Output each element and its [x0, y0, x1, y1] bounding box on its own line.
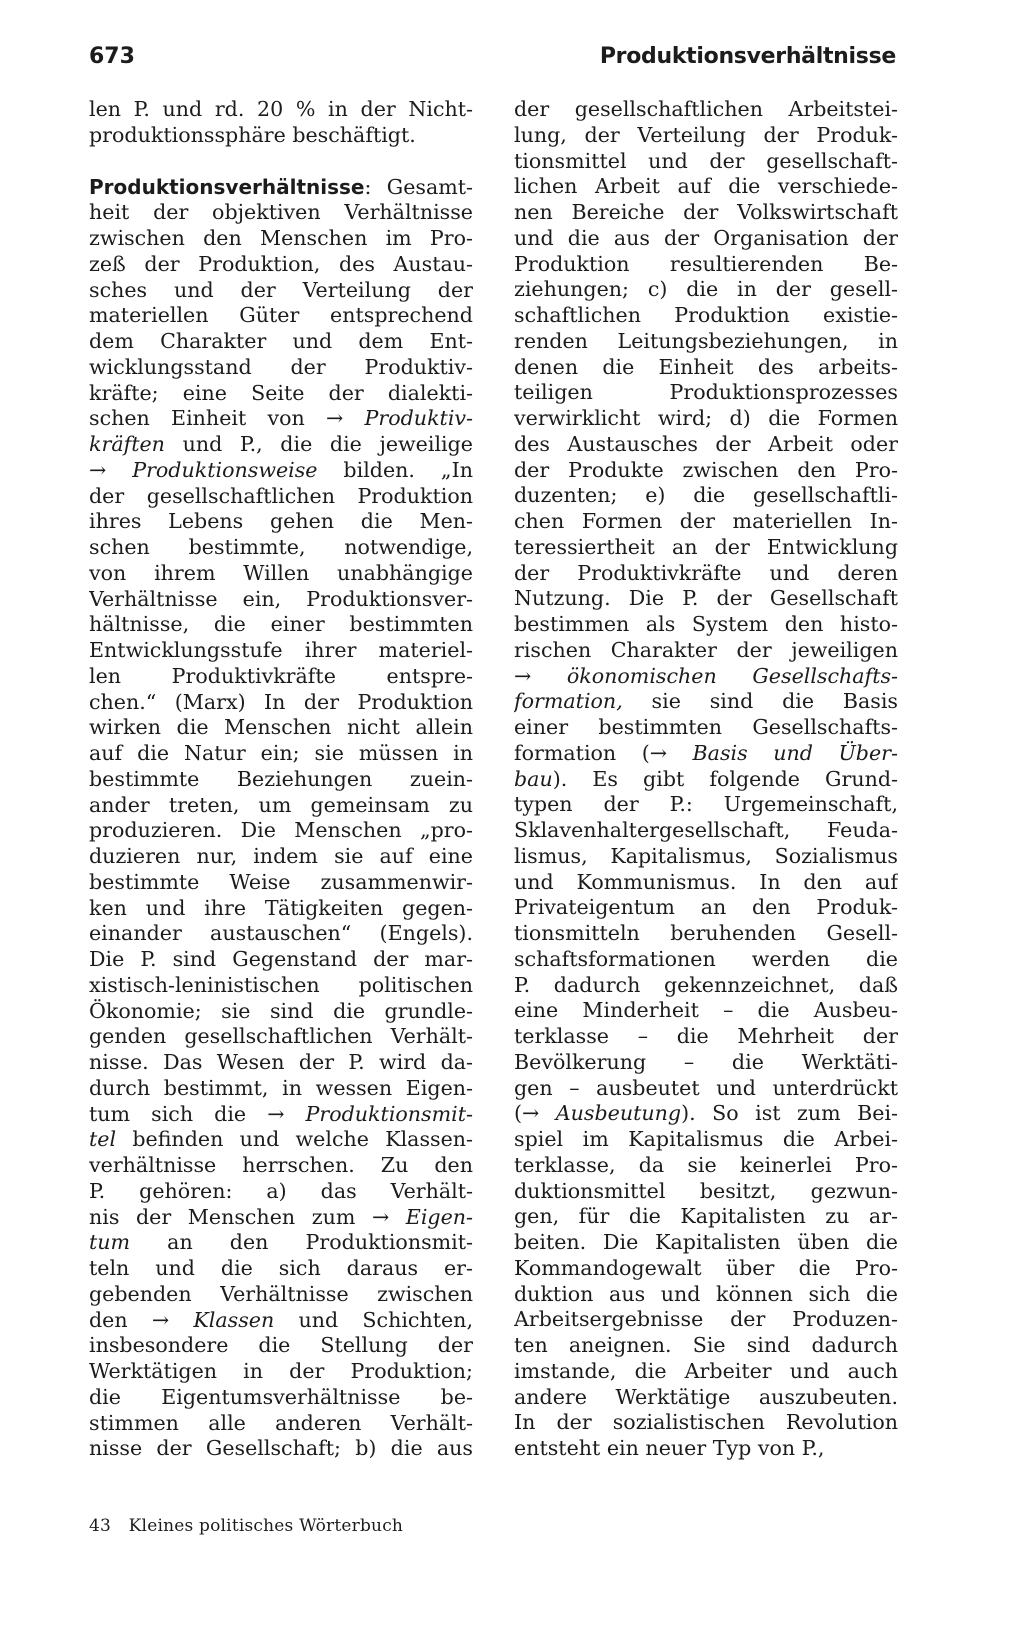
- text-line: [514, 998, 898, 1024]
- text-segment: schaftsformationen werden die: [514, 946, 898, 971]
- text-segment: des Austausches der Arbeit oder: [514, 431, 898, 456]
- text-segment: P. dadurch gekennzeichnet, daß: [514, 972, 898, 997]
- text-line: [89, 947, 473, 973]
- text-segment: formation (: [514, 740, 650, 765]
- text-line: [89, 1076, 473, 1102]
- text-segment: typen der P.: Urgemeinschaft,: [514, 792, 898, 817]
- text-segment: chen Formen der materiellen In-: [514, 509, 898, 533]
- text-segment: ken und ihre Tätigkeiten gegen-: [89, 895, 473, 920]
- text-segment: einer bestimmten Gesellschafts-: [514, 715, 898, 739]
- text-segment: durch bestimmt, in wessen Eigen-: [89, 1075, 473, 1100]
- text-line: [514, 612, 898, 638]
- text-line: [514, 767, 898, 793]
- text-line: [89, 612, 473, 638]
- text-segment: denen die Einheit des arbeits-: [514, 354, 898, 379]
- cross-reference: → Eigen-: [371, 1204, 473, 1229]
- text-line: [514, 1333, 898, 1359]
- text-line: [514, 1410, 898, 1436]
- text-line: [89, 793, 473, 819]
- text-line: [514, 535, 898, 561]
- text-line: [514, 921, 898, 947]
- text-segment: beiten. Die Kapitalisten üben die: [514, 1230, 898, 1254]
- text-segment: eine Minderheit – die Ausbeu-: [514, 998, 898, 1023]
- text-segment: sie sind die Basis: [622, 689, 898, 714]
- text-line: [89, 844, 473, 870]
- text-segment: produktionssphäre beschäftigt.: [89, 122, 416, 147]
- text-segment: bestimmte Weise zusammenwir-: [89, 869, 473, 894]
- text-line: [514, 1385, 898, 1411]
- text-line: [89, 1024, 473, 1050]
- text-line: [89, 381, 473, 407]
- text-line: [89, 1436, 473, 1462]
- text-line: [514, 1359, 898, 1385]
- text-line: [514, 973, 898, 999]
- text-line: [514, 174, 898, 200]
- text-segment: und Kommunismus. In den auf: [514, 869, 898, 894]
- text-segment: teln und die sich daraus er-: [89, 1256, 473, 1280]
- text-segment: andere Werktätige auszubeuten.: [514, 1384, 898, 1409]
- text-segment: und Schichten,: [274, 1307, 473, 1332]
- text-line: [514, 561, 898, 587]
- text-line: [89, 690, 473, 716]
- text-line: [514, 741, 898, 767]
- text-segment: len Produktivkräfte entspre-: [89, 663, 473, 688]
- text-line: [89, 587, 473, 613]
- text-segment: duzieren nur, indem sie auf eine: [89, 844, 473, 868]
- text-segment: befinden und welche Klassen-: [116, 1127, 473, 1152]
- text-segment: terklasse – die Mehrheit der: [514, 1024, 898, 1048]
- text-line: [89, 432, 473, 458]
- text-segment: duzenten; e) die gesellschaftli-: [514, 483, 898, 508]
- right-column: [514, 97, 898, 1462]
- text-segment: ziehungen; c) die in der gesell-: [514, 277, 898, 302]
- text-segment: wirken die Menschen nicht allein: [89, 715, 473, 740]
- text-line: [89, 123, 473, 149]
- text-segment: ihres Lebens gehen die Men-: [89, 509, 473, 534]
- text-line: [89, 999, 473, 1025]
- text-segment: nis der Menschen zum: [89, 1204, 372, 1229]
- cross-reference: → Produktionsmit-: [267, 1101, 473, 1126]
- text-segment: P. gehören: a) das Verhält-: [89, 1178, 473, 1203]
- cross-reference: bau: [514, 766, 553, 791]
- text-line: [514, 895, 898, 921]
- text-segment: materiellen Güter entsprechend: [89, 303, 473, 328]
- text-segment: der Produktivkräfte und deren: [514, 560, 898, 585]
- text-line: [514, 380, 898, 406]
- text-line: [514, 792, 898, 818]
- text-segment: ander treten, um gemeinsam zu: [89, 792, 473, 817]
- text-line: [514, 252, 898, 278]
- text-line: [89, 1385, 473, 1411]
- text-segment: bilden. „In: [317, 457, 473, 482]
- text-segment: insbesondere die Stellung der: [89, 1333, 473, 1358]
- text-segment: chen.“ (Marx) In der Produktion: [89, 689, 473, 714]
- text-segment: von ihrem Willen unabhängige: [89, 560, 473, 585]
- text-segment: Arbeitsergebnisse der Produzen-: [514, 1307, 898, 1332]
- text-line: [89, 1359, 473, 1385]
- text-line: [514, 1436, 898, 1462]
- text-line: [89, 1179, 473, 1205]
- text-segment: zwischen den Menschen im Pro-: [89, 226, 473, 250]
- text-segment: nisse. Das Wesen der P. wird da-: [89, 1050, 473, 1074]
- text-line: [514, 1153, 898, 1179]
- text-segment: den: [89, 1307, 152, 1332]
- text-segment: Verhältnisse ein, Produktionsver-: [89, 586, 473, 611]
- text-segment: der gesellschaftlichen Arbeitstei-: [514, 97, 898, 121]
- text-line: [89, 921, 473, 947]
- text-segment: lismus, Kapitalismus, Sozialismus: [514, 843, 898, 868]
- text-line: [89, 1230, 473, 1256]
- text-line: [89, 97, 473, 123]
- cross-reference: formation,: [514, 689, 623, 714]
- text-line: [89, 278, 473, 304]
- text-line: [514, 870, 898, 896]
- text-line: [89, 458, 473, 484]
- text-line: [89, 1282, 473, 1308]
- text-segment: produzieren. Die Menschen „pro-: [89, 818, 473, 843]
- cross-reference: → Klassen: [151, 1307, 275, 1332]
- text-segment: verwirklicht wird; d) die Formen: [514, 406, 898, 430]
- text-segment: heit der objektiven Verhältnisse: [89, 200, 473, 225]
- cross-reference: → Produktionsweise: [89, 457, 318, 482]
- text-line: [89, 818, 473, 844]
- running-head: Produktionsverhältnisse: [599, 44, 896, 69]
- text-line: [89, 767, 473, 793]
- text-segment: Die P. sind Gegenstand der mar-: [89, 947, 473, 971]
- page-footer: [89, 1516, 403, 1536]
- text-segment: len P. und rd. 20 % in der Nicht-: [89, 97, 473, 121]
- text-line: [89, 638, 473, 664]
- text-line: [514, 1204, 898, 1230]
- text-segment: nen Bereiche der Volkswirtschaft: [514, 200, 898, 224]
- text-line: [89, 1411, 473, 1437]
- text-line: [89, 1102, 473, 1128]
- text-line: [514, 149, 898, 175]
- text-segment: lichen Arbeit auf die verschiede-: [514, 174, 898, 199]
- text-segment: tionsmitteln beruhenden Gesell-: [514, 921, 898, 945]
- text-line: [514, 1076, 898, 1102]
- text-segment: die Eigentumsverhältnisse be-: [89, 1384, 473, 1409]
- text-segment: schen bestimmte, notwendige,: [89, 535, 473, 559]
- text-line: [514, 715, 898, 741]
- text-line: [89, 896, 473, 922]
- text-segment: Sklavenhaltergesellschaft, Feuda-: [514, 818, 898, 842]
- entry-headword: Produktionsverhältnisse: [89, 174, 365, 199]
- text-segment: dem Charakter und dem Ent-: [89, 329, 473, 353]
- text-segment: zeß der Produktion, des Austau-: [89, 251, 473, 276]
- text-line: [514, 1282, 898, 1308]
- text-line: [514, 1256, 898, 1282]
- left-column: [89, 97, 473, 1462]
- cross-reference: kräften: [89, 432, 165, 456]
- text-line: [514, 947, 898, 973]
- text-segment: schaftlichen Produktion existie-: [514, 303, 898, 327]
- text-line: [514, 1024, 898, 1050]
- text-segment: genden gesellschaftlichen Verhält-: [89, 1024, 473, 1049]
- cross-reference: → Produktiv-: [326, 406, 473, 431]
- text-segment: (: [514, 1101, 523, 1126]
- text-line: [514, 200, 898, 226]
- text-line: [514, 355, 898, 381]
- text-line: [89, 252, 473, 278]
- text-line: [514, 97, 898, 123]
- text-segment: ten aneignen. Sie sind dadurch: [514, 1333, 898, 1357]
- text-segment: entsteht ein neuer Typ von P.,: [514, 1436, 825, 1460]
- text-segment: Entwicklungsstufe ihrer materiel-: [89, 638, 473, 662]
- text-line: [514, 226, 898, 252]
- text-segment: Werktätigen in der Produktion;: [89, 1359, 473, 1383]
- text-line: [89, 535, 473, 561]
- text-line: [514, 844, 898, 870]
- text-line: [514, 689, 898, 715]
- text-line: [514, 1101, 898, 1127]
- text-segment: duktion aus und können sich die: [514, 1281, 898, 1306]
- text-segment: hältnisse, die einer bestimmten: [89, 612, 473, 637]
- text-line: [514, 664, 898, 690]
- text-segment: Kommandogewalt über die Pro-: [514, 1255, 898, 1280]
- text-line: [89, 664, 473, 690]
- text-segment: tionsmittel und der gesellschaft-: [514, 148, 898, 173]
- text-segment: imstande, die Arbeiter und auch: [514, 1358, 898, 1383]
- text-line: [89, 1308, 473, 1334]
- text-segment: lung, der Verteilung der Produk-: [514, 122, 898, 147]
- text-segment: terklasse, da sie keinerlei Pro-: [514, 1152, 898, 1177]
- text-segment: und die aus der Organisation der: [514, 225, 898, 250]
- text-segment: rischen Charakter der jeweiligen: [514, 637, 898, 662]
- text-line: [89, 226, 473, 252]
- text-line: [89, 355, 473, 381]
- cross-reference: → ökonomischen Gesellschafts-: [514, 663, 898, 688]
- text-segment: teiligen Produktionsprozesses: [514, 380, 898, 405]
- text-segment: Ökonomie; sie sind die grundle-: [89, 998, 473, 1023]
- text-segment: gen, für die Kapitalisten zu ar-: [514, 1204, 898, 1229]
- cross-reference: tel: [89, 1127, 117, 1152]
- text-segment: an den Produktionsmit-: [130, 1230, 473, 1255]
- text-line: [89, 175, 473, 201]
- signature-mark: 43: [89, 1516, 112, 1536]
- text-segment: gebenden Verhältnisse zwischen: [89, 1281, 473, 1306]
- text-line: [89, 303, 473, 329]
- text-line: [514, 586, 898, 612]
- text-line: [514, 303, 898, 329]
- text-line: [89, 329, 473, 355]
- text-segment: und P., die die jeweilige: [164, 432, 473, 456]
- text-line: [89, 1127, 473, 1153]
- paragraph-gap: [89, 149, 473, 175]
- text-segment: ). Es gibt folgende Grund-: [552, 766, 898, 791]
- text-segment: ). So ist zum Bei-: [681, 1101, 898, 1126]
- text-segment: verhältnisse herrschen. Zu den: [89, 1153, 473, 1177]
- text-segment: spiel im Kapitalismus die Arbei-: [514, 1127, 898, 1151]
- text-line: [89, 406, 473, 432]
- text-line: [514, 509, 898, 535]
- text-line: [89, 1256, 473, 1282]
- text-line: [514, 638, 898, 664]
- text-line: [89, 484, 473, 510]
- text-segment: duktionsmittel besitzt, gezwun-: [514, 1178, 898, 1203]
- text-line: [514, 406, 898, 432]
- text-line: [514, 458, 898, 484]
- text-line: [89, 973, 473, 999]
- text-line: [89, 1050, 473, 1076]
- text-segment: teressiertheit an der Entwicklung: [514, 534, 898, 559]
- text-segment: bestimmte Beziehungen zuein-: [89, 766, 473, 791]
- text-line: [514, 277, 898, 303]
- text-segment: der gesellschaftlichen Produktion: [89, 483, 473, 508]
- cross-reference: → Ausbeutung: [522, 1101, 682, 1126]
- text-segment: gen – ausbeutet und unterdrückt: [514, 1075, 898, 1100]
- text-line: [89, 1153, 473, 1179]
- text-segment: kräfte; eine Seite der dialekti-: [89, 380, 473, 405]
- text-line: [514, 483, 898, 509]
- text-line: [89, 1205, 473, 1231]
- text-segment: Bevölkerung – die Werktäti-: [514, 1049, 898, 1074]
- text-line: [514, 123, 898, 149]
- text-segment: In der sozialistischen Revolution: [514, 1410, 898, 1435]
- text-segment: tum sich die: [89, 1101, 268, 1126]
- text-segment: : Gesamt-: [364, 174, 473, 199]
- text-segment: sches und der Verteilung der: [89, 277, 473, 302]
- text-line: [89, 870, 473, 896]
- text-segment: xistisch-leninistischen politischen: [89, 972, 473, 997]
- text-segment: Privateigentum an den Produk-: [514, 895, 898, 920]
- text-segment: wicklungsstand der Produktiv-: [89, 354, 473, 379]
- text-line: [514, 329, 898, 355]
- text-line: [89, 741, 473, 767]
- cross-reference: → Basis und Über-: [649, 740, 898, 765]
- text-segment: schen Einheit von: [89, 406, 327, 431]
- page-number: 673: [89, 44, 135, 69]
- book-title: Kleines politisches Wörterbuch: [128, 1516, 404, 1536]
- text-line: [89, 509, 473, 535]
- text-line: [514, 1179, 898, 1205]
- text-line: [514, 1230, 898, 1256]
- text-line: [514, 1050, 898, 1076]
- text-segment: renden Leitungsbeziehungen, in: [514, 328, 898, 353]
- text-segment: nisse der Gesellschaft; b) die aus: [89, 1436, 473, 1461]
- text-line: [514, 1127, 898, 1153]
- text-line: [89, 200, 473, 226]
- text-line: [89, 561, 473, 587]
- text-line: [89, 715, 473, 741]
- text-segment: Nutzung. Die P. der Gesellschaft: [514, 586, 898, 611]
- text-line: [514, 818, 898, 844]
- text-line: [89, 1333, 473, 1359]
- text-line: [514, 432, 898, 458]
- text-segment: stimmen alle anderen Verhält-: [89, 1410, 473, 1435]
- text-segment: auf die Natur ein; sie müssen in: [89, 741, 473, 765]
- text-segment: der Produkte zwischen den Pro-: [514, 457, 898, 482]
- text-segment: einander austauschen“ (Engels).: [89, 921, 473, 946]
- text-segment: bestimmen als System den histo-: [514, 612, 898, 636]
- cross-reference: tum: [89, 1230, 131, 1255]
- text-line: [514, 1307, 898, 1333]
- text-segment: Produktion resultierenden Be-: [514, 251, 898, 276]
